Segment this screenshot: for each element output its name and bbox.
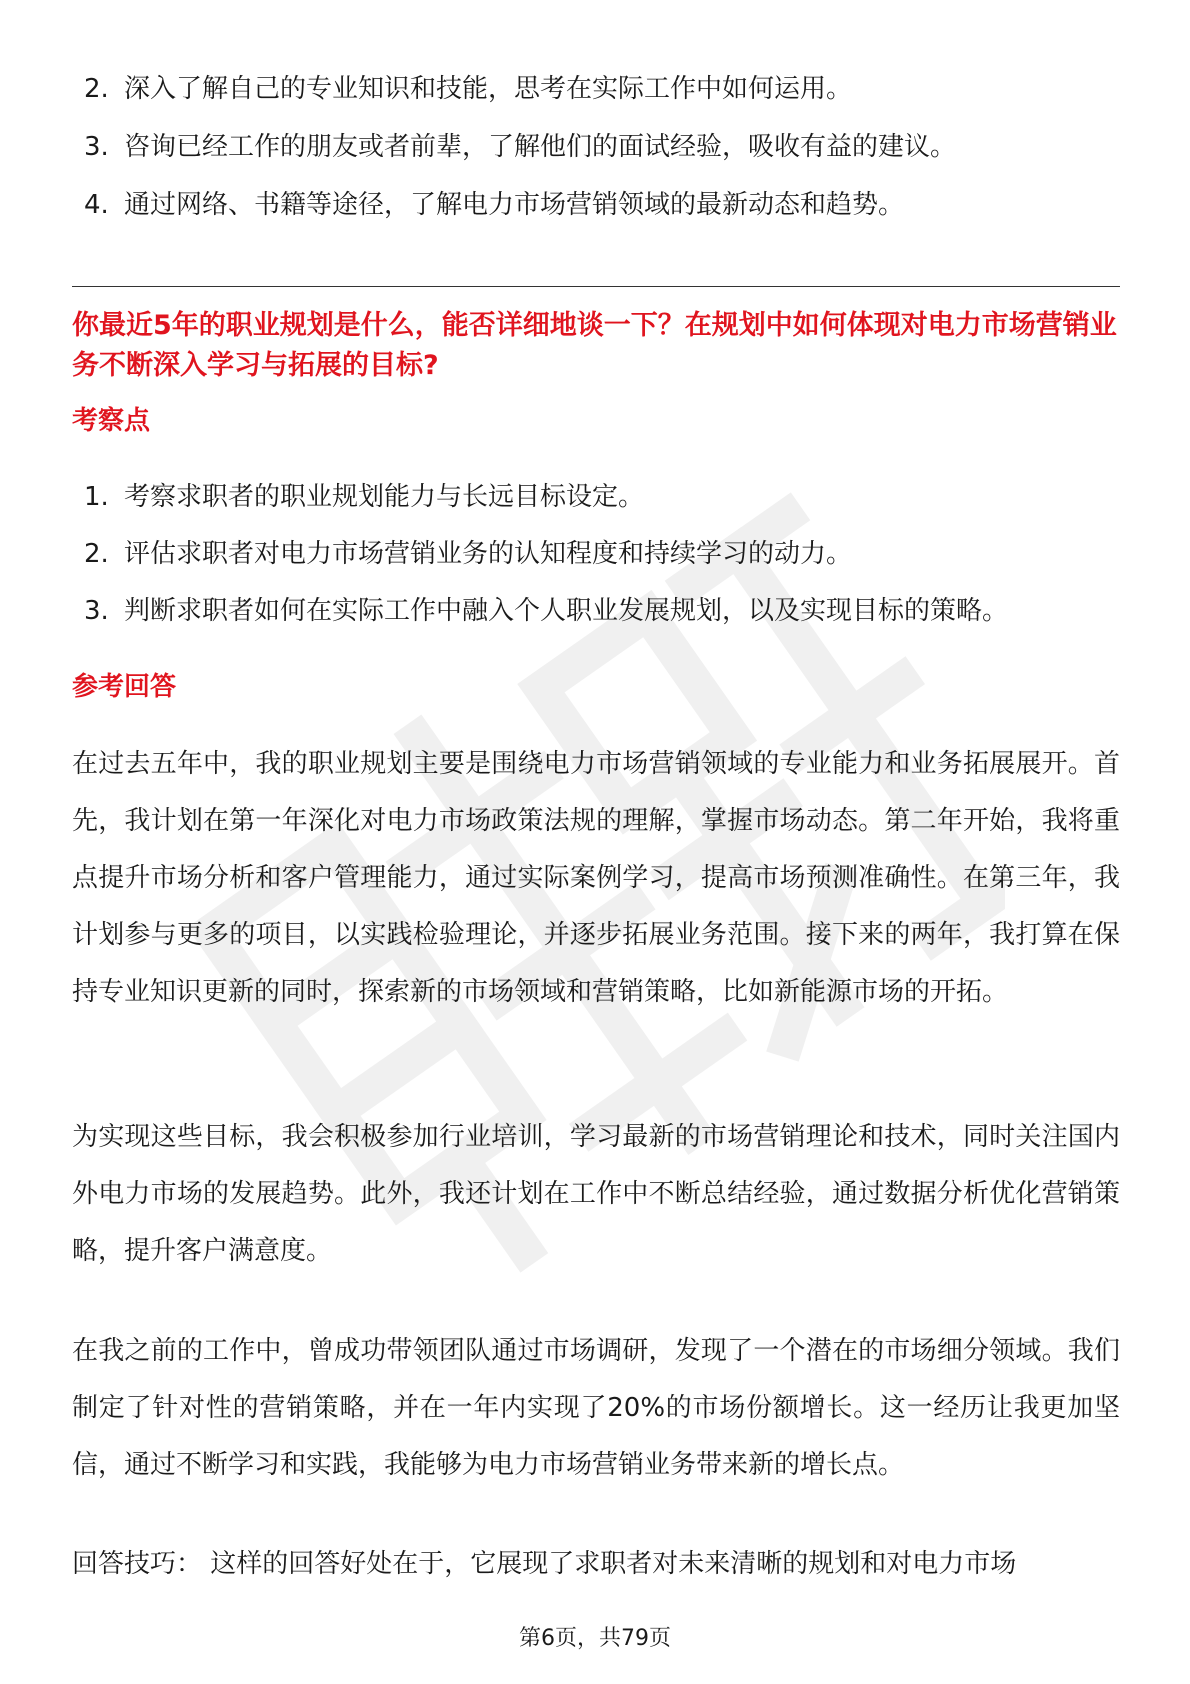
- list-text: 评估求职者对电力市场营销业务的认知程度和持续学习的动力。: [124, 539, 853, 569]
- section-divider: [72, 286, 1120, 287]
- exam-points-heading: 考察点: [72, 406, 151, 436]
- list-text: 深入了解自己的专业知识和技能，思考在实际工作中如何运用。: [124, 74, 853, 104]
- list-text: 判断求职者如何在实际工作中融入个人职业发展规划，以及实现目标的策略。: [124, 596, 1009, 626]
- list-item: [72, 72, 956, 106]
- exam-points-list: [72, 480, 1008, 651]
- interview-question: 你最近5年的职业规划是什么，能否详细地谈一下？在规划中如何体现对电力市场营销业务不断深入学习与拓展的目标?: [72, 310, 1117, 381]
- list-text: 咨询已经工作的朋友或者前辈，了解他们的面试经验，吸收有益的建议。: [124, 132, 957, 162]
- list-number: 4.: [84, 190, 109, 220]
- list-item: [72, 130, 956, 164]
- page-number: 第6页，共79页: [519, 1626, 671, 1651]
- list-item: [72, 594, 1008, 628]
- answer-paragraph: 在过去五年中，我的职业规划主要是围绕电力市场营销领域的专业能力和业务拓展展开。首先，我计划在第一年深化对电力市场政策法规的理解，掌握市场动态。第二年开始，我将重点提升市场分析和客户管理能力，通过实际案例学习，提高市场预测准确性。在第三年，我计划参与更多的项目，以实践检验理论，并逐步拓展业务范围。接下来的两年，我打算在保持专业知识更新的同时，探索新的市场领域和营销策略，比如新能源市场的开拓。: [72, 749, 1120, 1007]
- list-item: [72, 537, 1008, 571]
- answer-paragraph: 为实现这些目标，我会积极参加行业培训，学习最新的市场营销理论和技术，同时关注国内外电力市场的发展趋势。此外，我还计划在工作中不断总结经验，通过数据分析优化营销策略，提升客户满意度。: [72, 1122, 1120, 1266]
- list-text: 通过网络、书籍等途径，了解电力市场营销领域的最新动态和趋势。: [124, 190, 905, 220]
- answer-tips-paragraph: 回答技巧： 这样的回答好处在于，它展现了求职者对未来清晰的规划和对电力市场: [72, 1549, 1017, 1579]
- list-number: 1.: [84, 482, 109, 512]
- list-text: 考察求职者的职业规划能力与长远目标设定。: [124, 482, 645, 512]
- list-item: [72, 188, 956, 222]
- list-item: [72, 480, 1008, 514]
- list-number: 2.: [84, 539, 109, 569]
- reference-answer-heading: 参考回答: [72, 672, 177, 702]
- list-number: 3.: [84, 132, 109, 162]
- answer-paragraph: 在我之前的工作中，曾成功带领团队通过市场调研，发现了一个潜在的市场细分领域。我们制定了针对性的营销策略，并在一年内实现了20%的市场份额增长。这一经历让我更加坚信，通过不断学习和实践，我能够为电力市场营销业务带来新的增长点。: [72, 1336, 1120, 1480]
- tips-list: [72, 72, 956, 246]
- list-number: 2.: [84, 74, 109, 104]
- list-number: 3.: [84, 596, 109, 626]
